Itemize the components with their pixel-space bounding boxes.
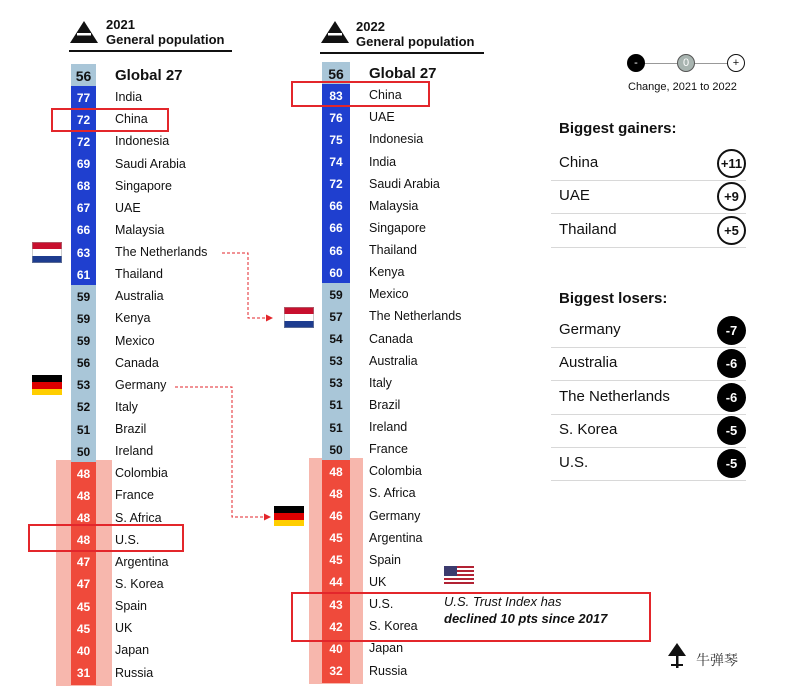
country-label: Brazil [369,397,401,412]
header-year: 2021 [106,17,135,32]
score-cell: 72 [71,108,96,131]
country-label: UAE [115,200,141,215]
score-cell: 66 [71,219,96,242]
score-cell: 74 [322,151,350,174]
country-label: France [369,442,408,457]
country-label: Brazil [115,422,147,437]
gainers-title: Biggest gainers: [559,120,677,137]
change-badge: -6 [717,349,746,378]
country-label: France [115,488,154,503]
country-name: UAE [559,187,590,205]
score-cell: 48 [71,529,96,552]
country-label: The Netherlands [115,245,208,260]
score-cell: 42 [322,615,350,638]
global-label: Global 27 [115,66,183,84]
country-label: Ireland [115,444,154,459]
country-label: Ireland [369,420,408,435]
country-label: Germany [369,508,421,523]
score-cell: 45 [322,527,350,550]
score-cell: 53 [322,350,350,373]
country-label: Singapore [369,220,426,235]
country-label: Canada [369,331,413,346]
country-label: S. Korea [369,619,418,634]
change-badge: -6 [717,383,746,412]
score-cell: 43 [322,593,350,616]
country-label: Indonesia [369,132,424,147]
annotation-line-2: declined 10 pts since 2017 [444,611,608,626]
score-cell: 46 [322,505,350,528]
china-2022-highlight [291,81,430,107]
score-cell: 63 [71,241,96,264]
loser-row [551,347,746,381]
country-label: Saudi Arabia [369,176,440,191]
score-cell: 31 [71,662,96,685]
score-cell: 57 [322,305,350,328]
score-cell: 83 [322,84,350,107]
score-cell: 69 [71,153,96,176]
score-cell: 54 [322,328,350,351]
score-cell: 76 [322,106,350,129]
watermark-text: 牛弹琴 [696,652,738,668]
score-cell: 45 [71,595,96,618]
country-name: S. Korea [559,420,618,438]
country-label: China [115,112,148,127]
change-badge: -7 [717,316,746,345]
netherlands-connector [222,253,272,318]
country-label: Canada [115,355,159,370]
score-cell: 40 [322,637,350,660]
score-cell: 40 [71,639,96,662]
country-label: S. Africa [115,510,162,525]
country-label: Singapore [115,178,172,193]
score-cell: 51 [71,418,96,441]
score-cell: 51 [322,394,350,417]
change-badge: +9 [717,182,746,211]
country-label: Russia [369,663,408,678]
header-year: 2022 [356,19,385,34]
score-cell: 56 [322,62,350,85]
score-cell: 72 [322,173,350,196]
country-label: Saudi Arabia [115,156,186,171]
score-cell: 66 [322,217,350,240]
score-cell: 56 [71,352,96,375]
losers-title: Biggest losers: [559,290,668,307]
country-label: India [369,154,397,169]
legend-caption: Change, 2021 to 2022 [628,81,737,93]
global-label: Global 27 [369,64,437,82]
score-cell: 61 [71,263,96,286]
gainer-row [551,180,746,214]
country-name: Thailand [559,220,617,238]
country-label: Australia [369,353,418,368]
country-label: China [369,88,402,103]
score-cell: 66 [322,195,350,218]
legend-minus-dot: - [627,54,645,72]
country-name: The Netherlands [559,387,670,405]
score-cell: 60 [322,261,350,284]
country-label: S. Africa [369,486,416,501]
annotation-line-1: U.S. Trust Index has [444,594,562,609]
legend-plus-dot: + [727,54,745,72]
header-subtitle: General population [356,34,475,49]
loser-row [551,314,746,348]
country-label: Japan [369,641,404,656]
score-cell: 67 [71,197,96,220]
score-cell: 45 [71,617,96,640]
watermark-logo-icon [667,642,687,670]
change-badge: -5 [717,449,746,478]
score-cell: 47 [71,573,96,596]
change-badge: +11 [717,149,746,178]
country-label: Colombia [115,466,168,481]
score-cell: 72 [71,130,96,153]
score-cell: 77 [71,86,96,109]
country-label: Colombia [369,464,422,479]
country-label: Kenya [115,311,151,326]
country-label: Spain [369,552,401,567]
country-label: UK [369,574,387,589]
country-label: U.S. [369,597,394,612]
score-cell: 48 [322,460,350,483]
score-cell: 45 [322,549,350,572]
country-label: The Netherlands [369,309,462,324]
score-cell: 59 [71,307,96,330]
score-cell: 59 [71,285,96,308]
country-name: China [559,154,599,171]
country-label: Australia [115,289,164,304]
legend-zero-dot: 0 [677,54,695,72]
loser-row [551,381,746,415]
country-label: Mexico [115,333,155,348]
score-cell: 66 [322,239,350,262]
country-label: Mexico [369,287,409,302]
score-cell: 32 [322,660,350,683]
score-cell: 44 [322,571,350,594]
country-label: Russia [115,665,154,680]
score-cell: 75 [322,128,350,151]
country-label: Spain [115,599,147,614]
change-badge: +5 [717,216,746,245]
score-cell: 48 [71,484,96,507]
country-name: Germany [559,321,621,338]
germany-connector [175,387,270,517]
country-name: U.S. [559,454,589,472]
country-name: Australia [559,354,618,372]
score-cell: 52 [71,396,96,419]
score-cell: 50 [71,440,96,463]
loser-row [551,447,746,481]
score-cell: 53 [322,372,350,395]
country-label: Kenya [369,265,405,280]
country-label: UAE [369,110,395,125]
country-label: Italy [115,399,138,414]
score-cell: 48 [71,507,96,530]
country-label: UK [115,621,133,636]
score-cell: 68 [71,175,96,198]
country-label: Thailand [115,267,163,282]
country-label: Germany [115,377,167,392]
header-subtitle: General population [106,32,225,47]
score-cell: 50 [322,438,350,461]
country-label: Japan [115,643,150,658]
country-label: Indonesia [115,134,170,149]
china-2021-highlight [51,108,169,132]
score-cell: 48 [71,462,96,485]
score-cell: 51 [322,416,350,439]
score-cell: 47 [71,551,96,574]
country-label: India [115,90,143,105]
country-label: Argentina [369,530,423,545]
gainer-row [551,147,746,181]
score-cell: 56 [71,64,96,87]
us-2021-highlight [28,524,184,552]
country-label: Malaysia [115,222,165,237]
gainer-row [551,214,746,248]
country-label: Malaysia [369,198,419,213]
country-label: Thailand [369,243,417,258]
loser-row [551,414,746,448]
score-cell: 59 [71,330,96,353]
country-label: Argentina [115,554,169,569]
score-cell: 53 [71,374,96,397]
change-badge: -5 [717,416,746,445]
country-label: U.S. [115,532,140,547]
score-cell: 59 [322,283,350,306]
country-label: S. Korea [115,576,164,591]
score-cell: 48 [322,482,350,505]
country-label: Italy [369,375,392,390]
